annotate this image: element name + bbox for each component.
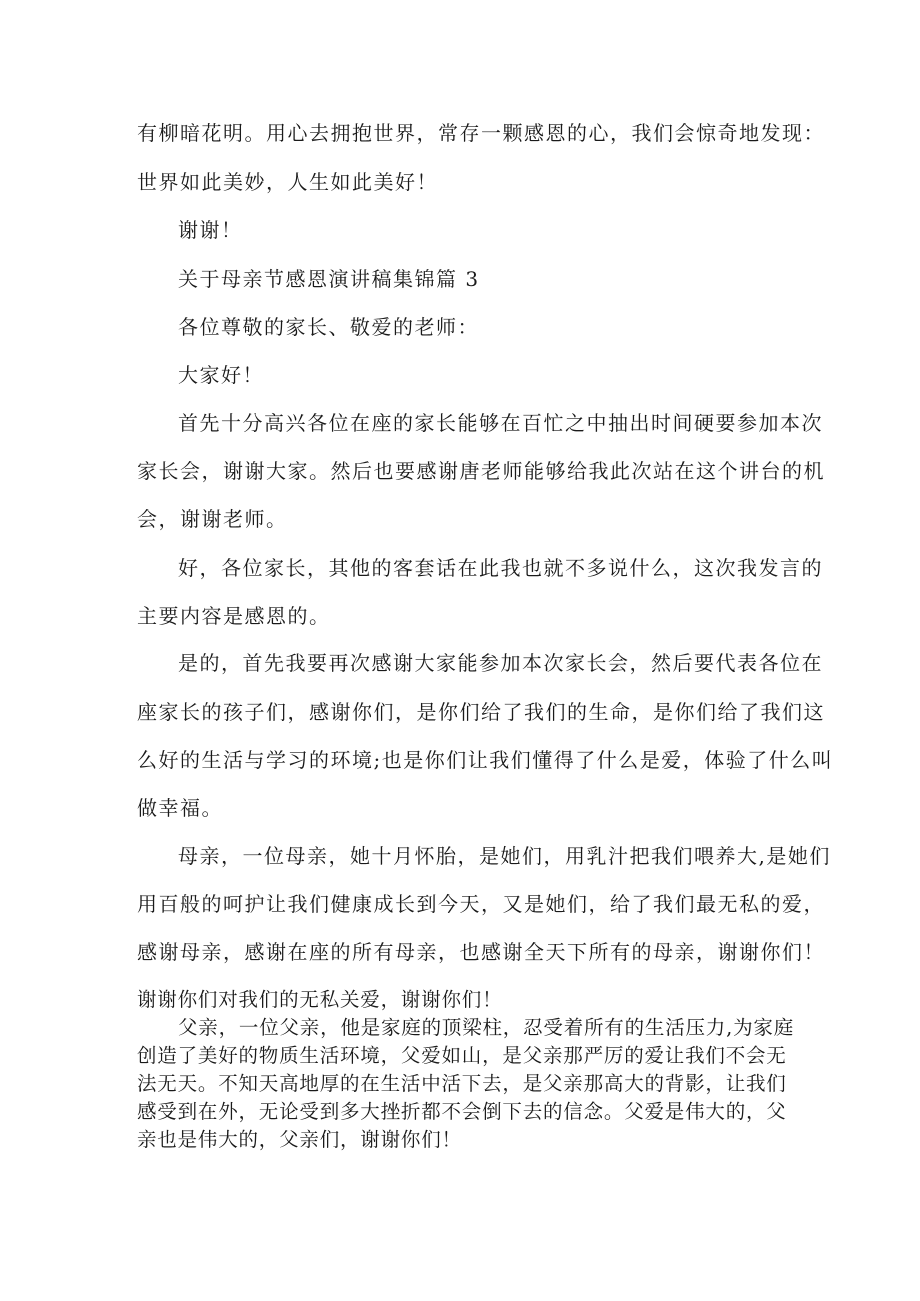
text-line: 座家长的孩子们，感谢你们，是你们给了我们的生命，是你们给了我们这 — [137, 700, 825, 724]
section-heading: 关于母亲节感恩演讲稿集锦篇 3 — [178, 267, 480, 291]
text-line: 父亲，一位父亲，他是家庭的顶梁柱，忍受着所有的生活压力,为家庭 — [178, 1016, 794, 1039]
text-line: 亲也是伟大的，父亲们，谢谢你们！ — [137, 1128, 462, 1151]
text-line: 家长会，谢谢大家。然后也要感谢唐老师能够给我此次站在这个讲台的机 — [137, 459, 825, 483]
text-line: 谢谢你们对我们的无私关爱，谢谢你们！ — [137, 988, 503, 1011]
text-line: 首先十分高兴各位在座的家长能够在百忙之中抽出时间硬要参加本次 — [178, 411, 823, 435]
text-line: 感受到在外，无论受到多大挫折都不会倒下去的信念。父爱是伟大的，父 — [137, 1100, 787, 1123]
greeting: 大家好！ — [178, 363, 264, 387]
text-line: 是的，首先我要再次感谢大家能参加本次家长会，然后要代表各位在 — [178, 651, 823, 675]
text-line: 用百般的呵护让我们健康成长到今天，又是她们，给了我们最无私的爱， — [137, 892, 825, 916]
text-line: 创造了美好的物质生活环境，父爱如山，是父亲那严厉的爱让我们不会无 — [137, 1044, 787, 1067]
text-line: 好，各位家长，其他的客套话在此我也就不多说什么，这次我发言的 — [178, 556, 823, 580]
text-line: 会，谢谢老师。 — [137, 507, 288, 531]
text-line: 主要内容是感恩的。 — [137, 604, 331, 628]
text-line: 法无天。不知天高地厚的在生活中活下去，是父亲那高大的背影，让我们 — [137, 1072, 787, 1095]
text-line: 谢谢！ — [178, 218, 243, 242]
text-line: 么好的生活与学习的环境;也是你们让我们懂得了什么是爱，体验了什么叫 — [137, 748, 834, 772]
text-line: 有柳暗花明。用心去拥抱世界，常存一颗感恩的心，我们会惊奇地发现： — [137, 121, 825, 145]
text-line: 做幸福。 — [137, 796, 223, 820]
text-line: 母亲，一位母亲，她十月怀胎，是她们，用乳汁把我们喂养大,是她们 — [178, 844, 831, 868]
text-line: 世界如此美妙，人生如此美好！ — [137, 170, 438, 194]
text-line: 感谢母亲，感谢在座的所有母亲，也感谢全天下所有的母亲，谢谢你们！ — [137, 940, 825, 964]
salutation: 各位尊敬的家长、敬爱的老师： — [178, 315, 479, 339]
